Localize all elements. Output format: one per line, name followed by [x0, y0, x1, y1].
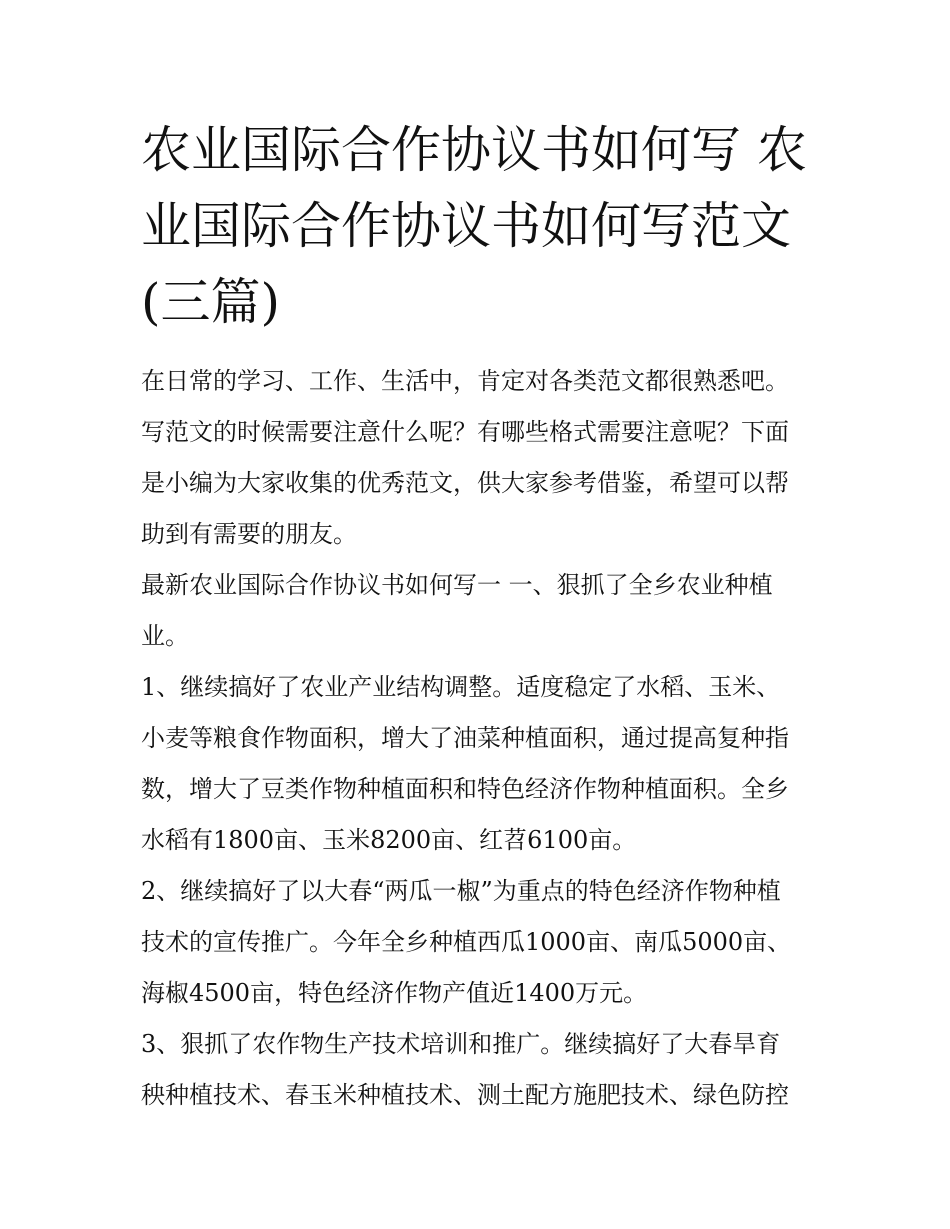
text-line: 1、继续搞好了农业产业结构调整。适度稳定了水稻、玉米、 [141, 673, 781, 701]
text-line: 助到有需要的朋友。 [141, 520, 357, 548]
paragraph-item-1 [141, 662, 821, 866]
text-line: 最新农业国际合作协议书如何写一 一、狠抓了全乡农业种植 [141, 571, 773, 599]
title-line: 业国际合作协议书如何写范文 [141, 197, 791, 255]
text-line: 秧种植技术、春玉米种植技术、测土配方施肥技术、绿色防控 [141, 1081, 789, 1109]
text-line: 海椒4500亩，特色经济作物产值近1400万元。 [141, 979, 648, 1007]
paragraph-item-3 [141, 1019, 821, 1121]
paragraph-item-2 [141, 866, 821, 1019]
title-line: 农业国际合作协议书如何写 农 [141, 121, 807, 179]
text-line: 业。 [141, 622, 189, 650]
text-line: 3、狠抓了农作物生产技术培训和推广。继续搞好了大春旱育 [141, 1030, 781, 1058]
document-title [141, 112, 821, 340]
text-line: 小麦等粮食作物面积，增大了油菜种植面积，通过提高复种指 [141, 724, 789, 752]
text-line: 写范文的时候需要注意什么呢？有哪些格式需要注意呢？下面 [141, 418, 789, 446]
paragraph-section-heading [141, 560, 821, 662]
text-line: 是小编为大家收集的优秀范文，供大家参考借鉴，希望可以帮 [141, 469, 789, 497]
text-line: 2、继续搞好了以大春“两瓜一椒”为重点的特色经济作物种植 [141, 877, 781, 905]
text-line: 技术的宣传推广。今年全乡种植西瓜1000亩、南瓜5000亩、 [141, 928, 792, 956]
title-line: (三篇) [141, 273, 281, 331]
paragraph-intro [141, 356, 821, 560]
text-line: 数，增大了豆类作物种植面积和特色经济作物种植面积。全乡 [141, 775, 789, 803]
text-line: 在日常的学习、工作、生活中，肯定对各类范文都很熟悉吧。 [141, 367, 789, 395]
text-line: 水稻有1800亩、玉米8200亩、红苕6100亩。 [141, 826, 637, 854]
document-body [141, 356, 821, 1121]
